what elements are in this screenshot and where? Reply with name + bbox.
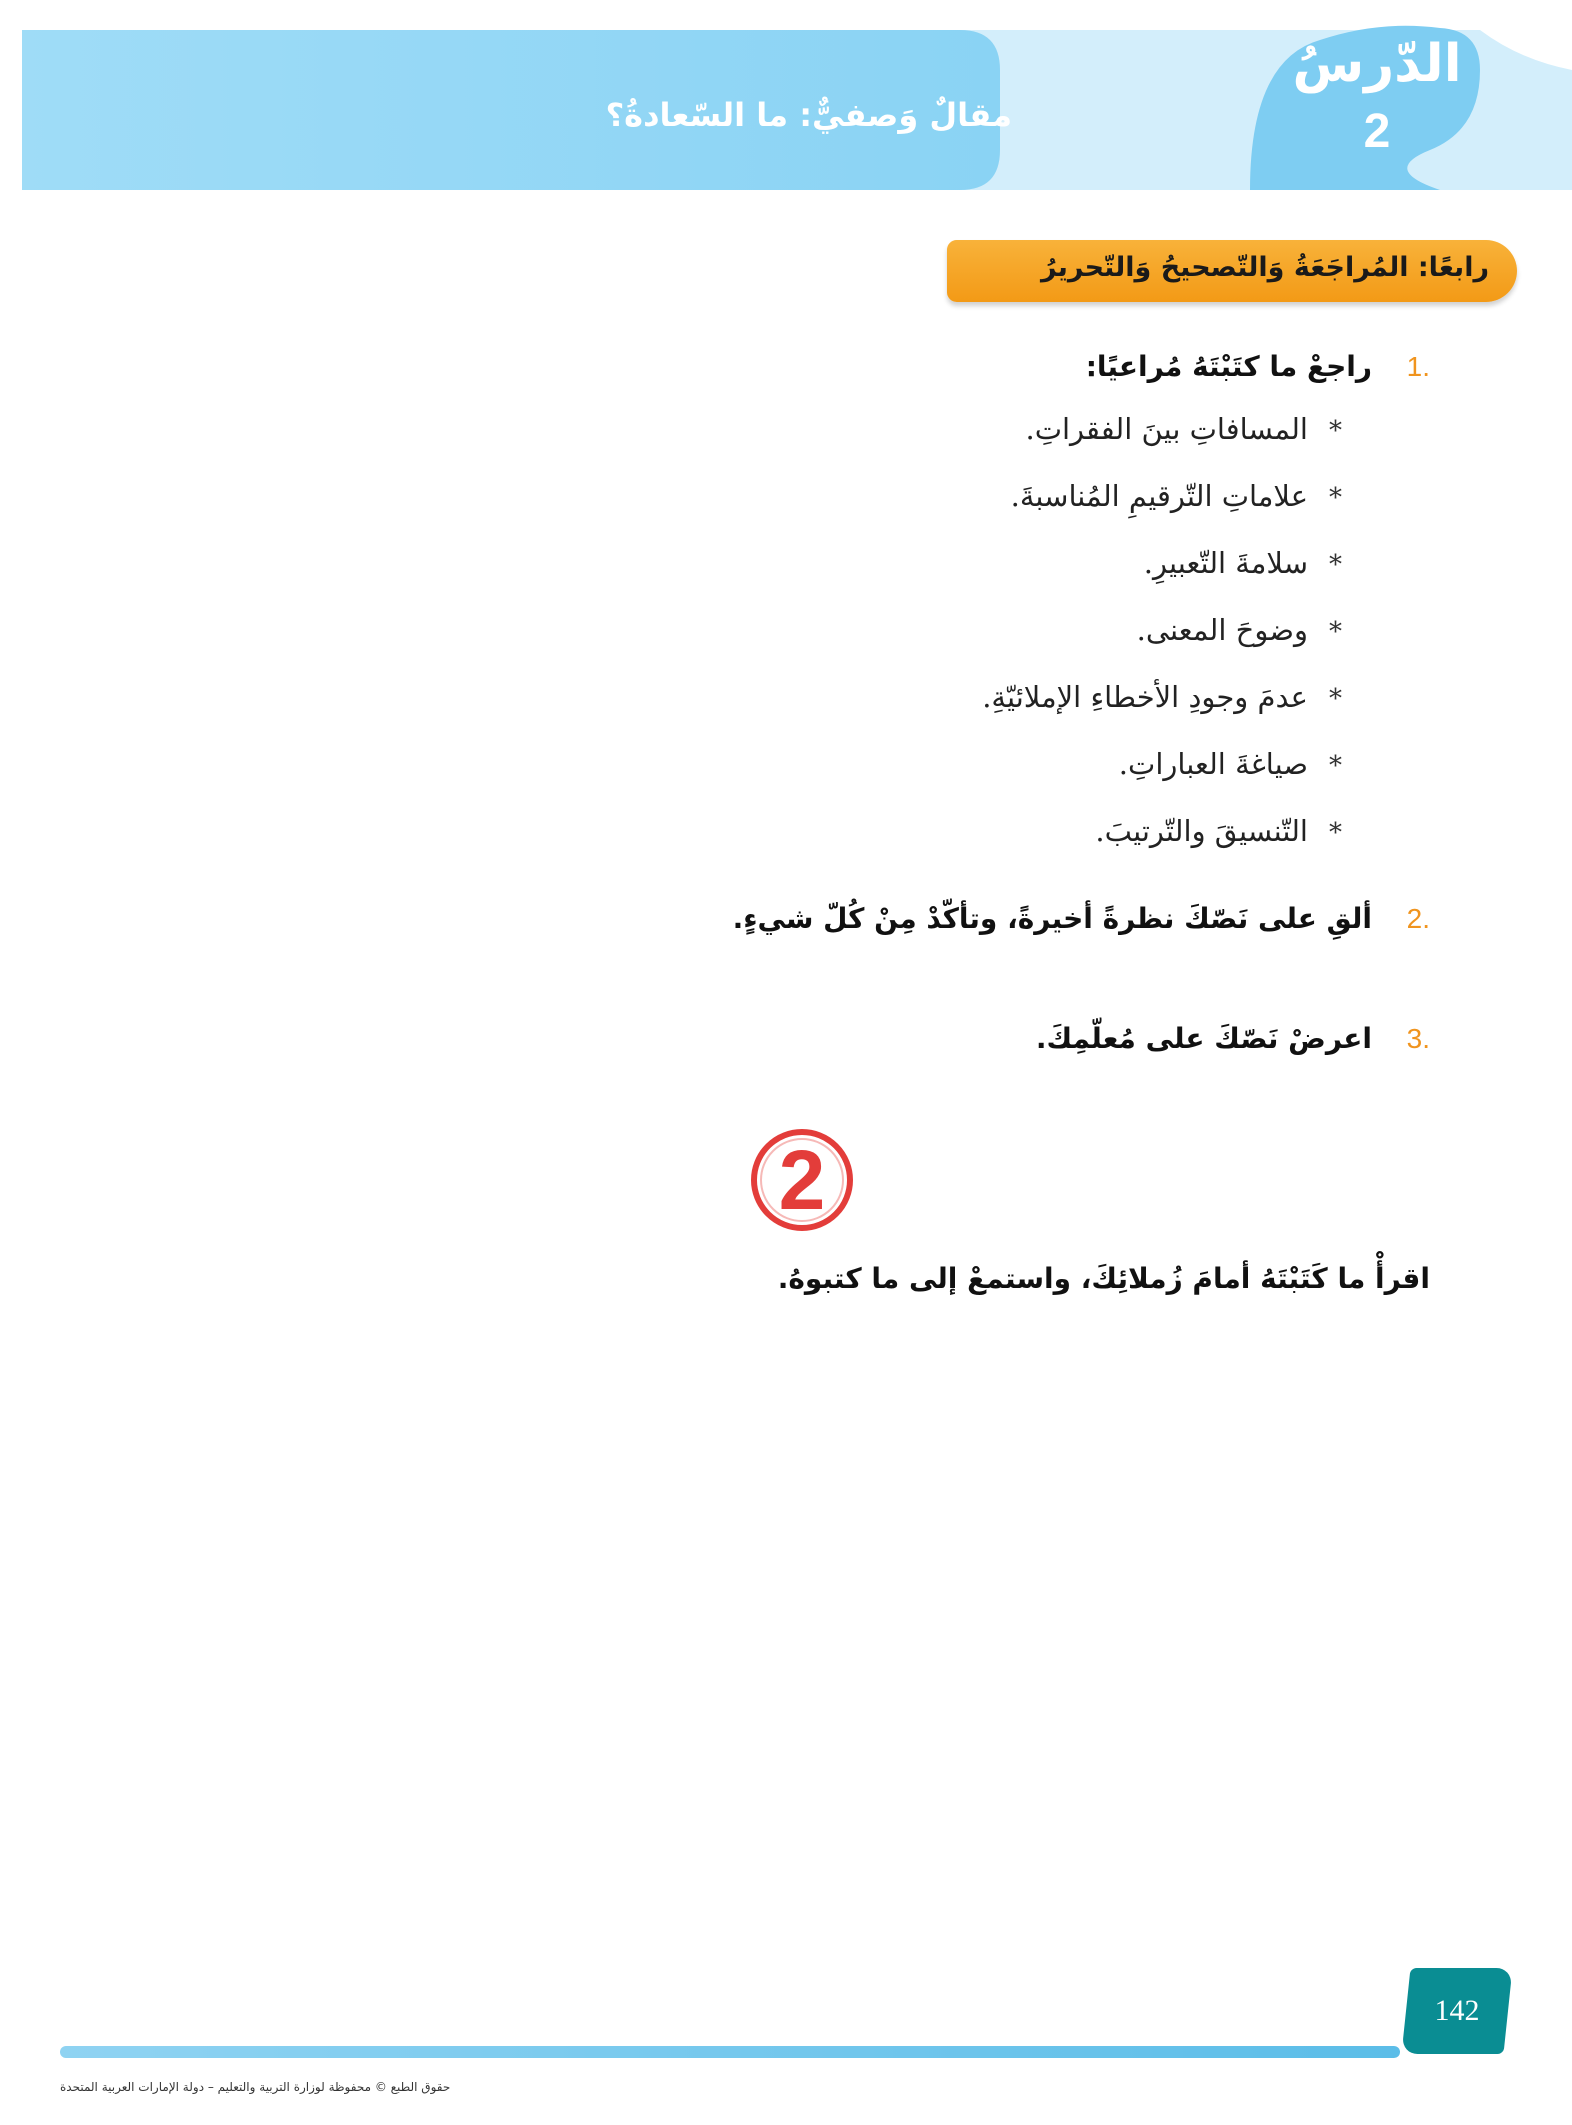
section-heading: رابعًا: المُراجَعَةُ وَالتّصحيحُ وَالتّحريرُ — [1040, 252, 1489, 283]
page-number: 142 — [1434, 1994, 1480, 2027]
asterisk-bullet-icon: * — [1329, 483, 1342, 513]
lesson-label: الدّرسُ — [1292, 34, 1462, 94]
lesson-number: 2 — [1363, 105, 1391, 158]
step-text: اعرضْ نَصّكَ على مُعلّمِكَ. — [1035, 1022, 1372, 1055]
checklist-item — [982, 814, 1342, 881]
asterisk-bullet-icon: * — [1329, 751, 1342, 781]
checklist-item-text: صياغةَ العباراتِ. — [1118, 747, 1308, 781]
checklist-item-text: وضوحَ المعنى. — [1136, 613, 1308, 647]
badge-number: 2 — [778, 1133, 826, 1227]
step-1 — [1086, 350, 1430, 383]
lesson-header-banner — [0, 0, 1572, 230]
step-text: راجعْ ما كتَبْتَهُ مُراعيًا: — [1085, 350, 1372, 383]
checklist-item — [982, 479, 1342, 546]
step-number: .2 — [1406, 903, 1430, 934]
step-text: ألقِ على نَصّكَ نظرةً أخيرةً، وتأكّدْ مِنْ كُلّ شيءٍ. — [732, 902, 1372, 935]
step-number: .1 — [1406, 351, 1430, 382]
checklist-item-text: علاماتِ التّرقيمِ المُناسبةَ. — [1010, 479, 1308, 513]
section-heading-pill — [947, 240, 1517, 302]
checklist-item — [982, 613, 1342, 680]
activity-number-badge — [748, 1126, 856, 1234]
checklist-item — [982, 412, 1342, 479]
step-2 — [733, 902, 1430, 935]
asterisk-bullet-icon: * — [1329, 818, 1342, 848]
step-number: .3 — [1406, 1023, 1430, 1054]
asterisk-bullet-icon: * — [1329, 617, 1342, 647]
review-checklist — [982, 412, 1342, 881]
checklist-item-text: سلامةَ التّعبيرِ. — [1143, 546, 1308, 580]
asterisk-bullet-icon: * — [1329, 684, 1342, 714]
reading-instruction: اقرأْ ما كَتَبْتَهُ أمامَ زُملائِكَ، واستمعْ إلى ما كتبوهُ. — [777, 1262, 1430, 1295]
asterisk-bullet-icon: * — [1329, 550, 1342, 580]
asterisk-bullet-icon: * — [1329, 416, 1342, 446]
lesson-title: مقالٌ وَصفيٌّ: ما السّعادةُ؟ — [605, 96, 1012, 134]
checklist-item — [982, 546, 1342, 613]
checklist-item — [982, 680, 1342, 747]
copyright-notice: حقوق الطبع © محفوظة لوزارة التربية والتعليم – دولة الإمارات العربية المتحدة — [60, 2080, 451, 2094]
step-3 — [1036, 1022, 1430, 1055]
checklist-item-text: التّنسيقَ والتّرتيبَ. — [1095, 814, 1308, 848]
checklist-item-text: المسافاتِ بينَ الفقراتِ. — [1025, 412, 1308, 446]
footer-bar — [60, 2046, 1400, 2058]
checklist-item-text: عدمَ وجودِ الأخطاءِ الإملائيّةِ. — [982, 680, 1308, 714]
checklist-item — [982, 747, 1342, 814]
